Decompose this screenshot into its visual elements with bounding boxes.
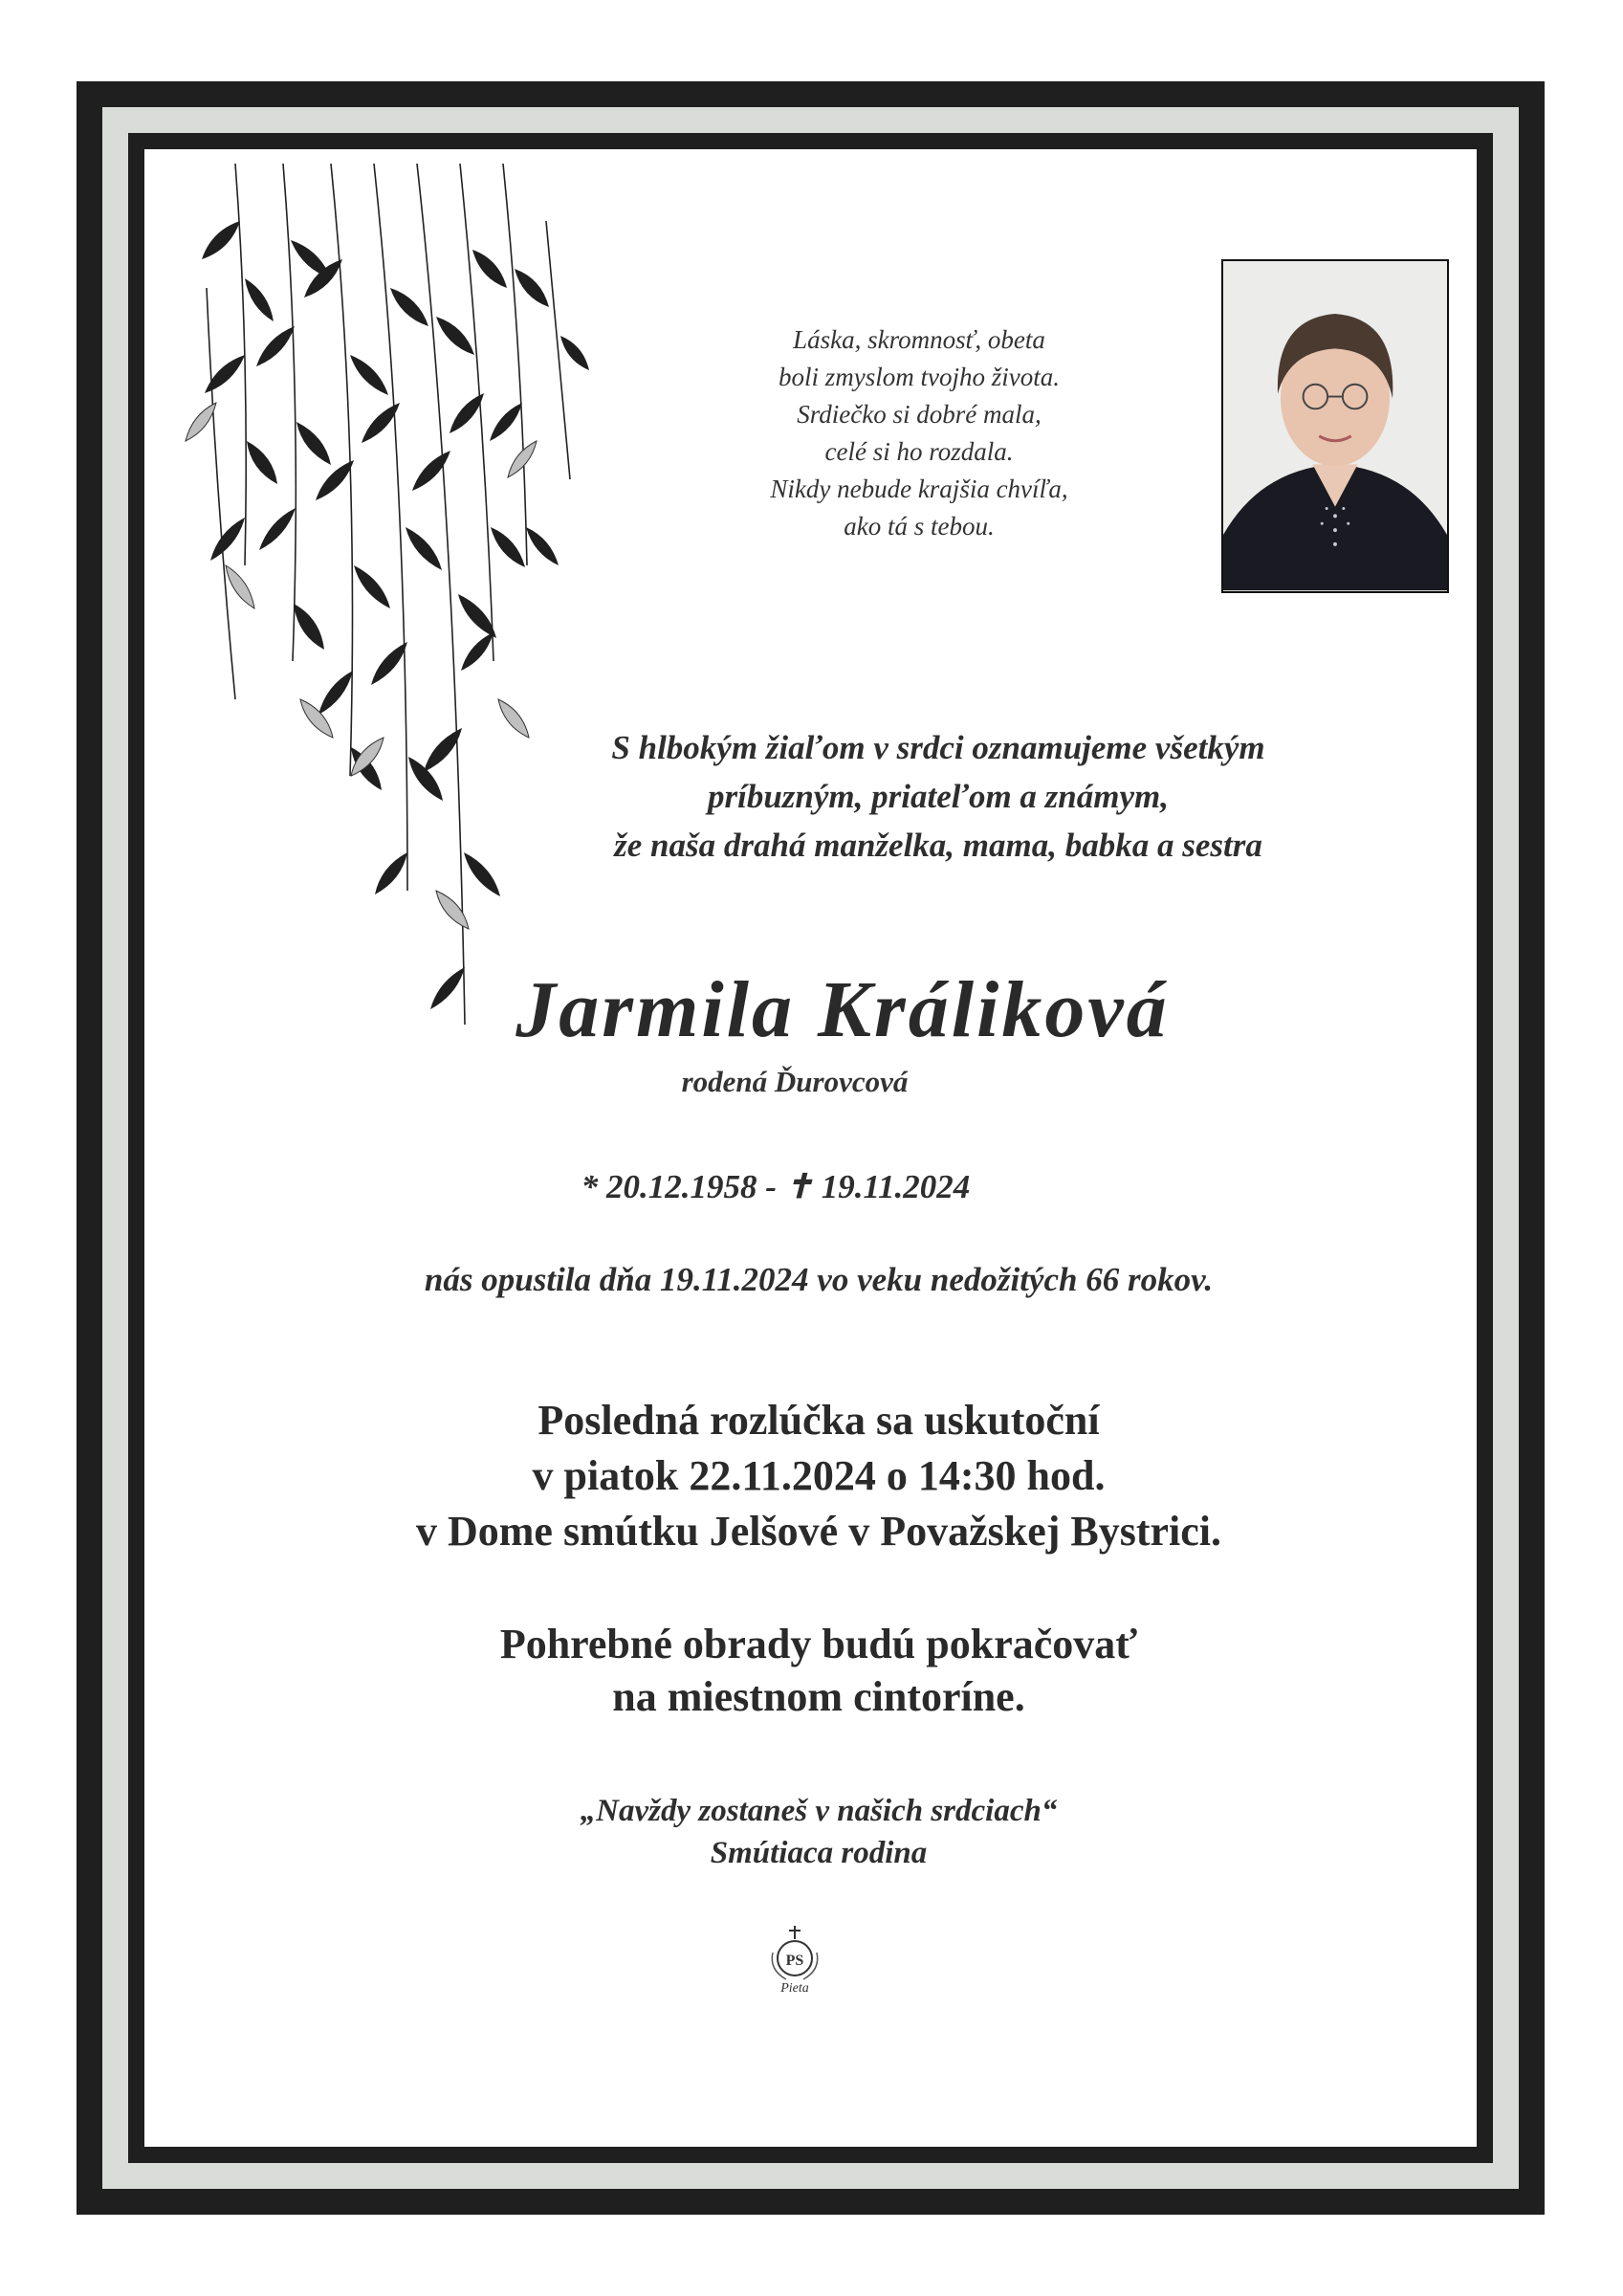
poem-line: celé si ho rozdala. — [824, 437, 1014, 466]
maiden-name: rodená Ďurovcová — [681, 1065, 909, 1098]
poem — [680, 321, 1158, 545]
poem-line: boli zmyslom tvojho života. — [779, 363, 1060, 391]
funeral-line: v Dome smútku Jelšové v Považskej Bystrici. — [415, 1508, 1221, 1555]
announcement-line: S hlbokým žiaľom v srdci oznamujeme všetkým — [611, 729, 1265, 766]
death-notice-line: nás opustila dňa 19.11.2024 vo veku nedožitých 66 rokov. — [424, 1261, 1214, 1298]
funeral-info — [269, 1393, 1369, 1559]
rites-line: na miestnom cintoríne. — [612, 1673, 1025, 1720]
rites-info — [364, 1618, 1273, 1723]
announcement-line: príbuzným, priateľom a známym, — [707, 778, 1170, 815]
portrait-illustration — [1223, 261, 1447, 591]
poem-line: Nikdy nebude krajšia chvíľa, — [770, 475, 1068, 503]
willow-branches-decoration — [178, 164, 675, 1072]
deceased-name: Jarmila Králiková — [515, 965, 1170, 1054]
announcement — [508, 723, 1369, 870]
mourning-frame-outer — [77, 81, 1545, 2215]
pieta-emblem-icon — [761, 1924, 828, 1985]
closing — [460, 1790, 1177, 1874]
funeral-line: Posledná rozlúčka sa uskutoční — [537, 1397, 1100, 1444]
rites-line: Pohrebné obrady budú pokračovať — [499, 1621, 1138, 1667]
pieta-logo — [761, 1924, 828, 2000]
closing-quote: „Navždy zostaneš v našich srdciach“ — [580, 1794, 1058, 1828]
announcement-line: že naša drahá manželka, mama, babka a sestra — [614, 827, 1262, 864]
life-dates: * 20.12.1958 - ✝ 19.11.2024 — [581, 1168, 971, 1205]
poem-line: Láska, skromnosť, obeta — [793, 325, 1045, 354]
closing-signature: Smútiaca rodina — [710, 1836, 928, 1870]
portrait-photo — [1221, 259, 1449, 593]
logo-text: Pieta — [780, 1981, 809, 1996]
logo-letters: PS — [785, 1953, 804, 1969]
funeral-line: v piatok 22.11.2024 o 14:30 hod. — [532, 1452, 1106, 1499]
poem-line: ako tá s tebou. — [844, 512, 995, 541]
poem-line: Srdiečko si dobré mala, — [797, 400, 1042, 429]
mourning-frame-inner — [128, 133, 1493, 2163]
